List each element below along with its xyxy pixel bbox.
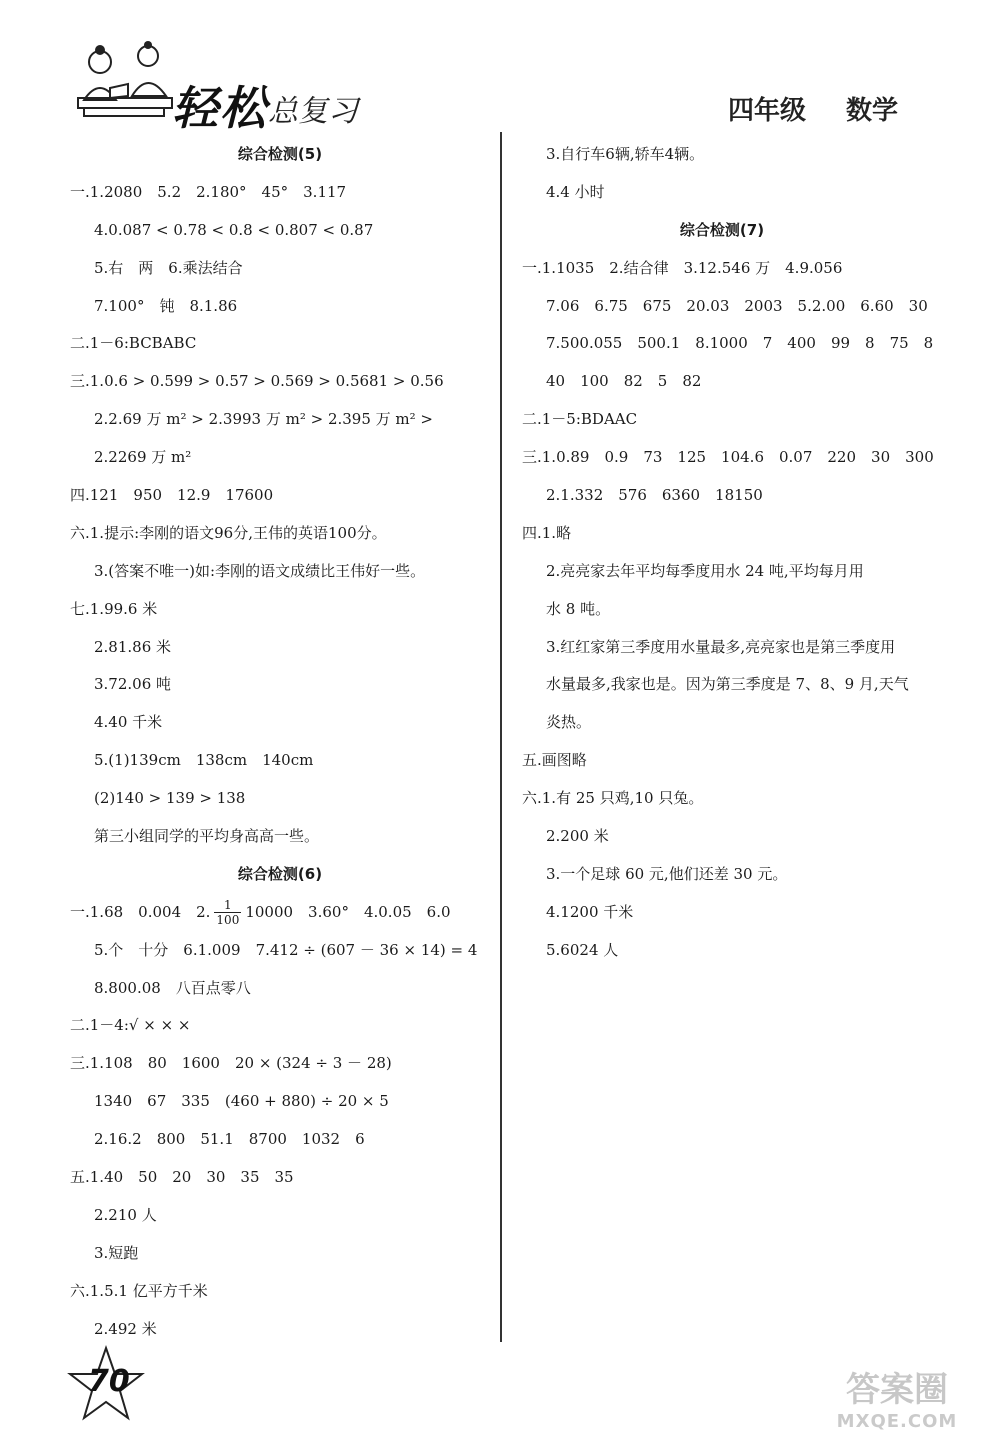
answer-line: 2.200 米 — [546, 827, 609, 846]
answer-line: 七.1.99.6 米 — [70, 599, 158, 618]
answer-line: 一.1.2080 5.2 2.180° 45° 3.117 — [70, 182, 347, 201]
answer-line: 二.1－4:√ × × × — [70, 1016, 191, 1035]
answer-line: 2.81.86 米 — [94, 637, 172, 656]
section-title: 综合检测(5) — [237, 145, 323, 163]
answer-line: 四.121 950 12.9 17600 — [70, 486, 274, 505]
answer-line: 5.(1)139cm 138cm 140cm — [94, 751, 314, 770]
fraction — [214, 898, 241, 927]
answer-line: 2.1.332 576 6360 18150 — [546, 486, 763, 505]
answer-text: 一.1.68 0.004 2. — [70, 902, 211, 921]
answer-line: 六.1.有 25 只鸡,10 只兔。 — [522, 789, 704, 808]
answer-line: 4.1200 千米 — [546, 902, 634, 921]
answer-line: 六.1.提示:李刚的语文96分,王伟的英语100分。 — [70, 523, 387, 542]
answer-line: 7.500.055 500.1 8.1000 7 400 99 8 75 8 — [546, 334, 934, 353]
answer-line: 炎热。 — [546, 713, 592, 732]
watermark-url: MXQE.COM — [836, 1411, 958, 1432]
answer-line: 三.1.0.6 > 0.599 > 0.57 > 0.569 > 0.5681 > 0.56 — [70, 372, 444, 391]
book-title-sub: 总复习 — [268, 94, 358, 129]
answer-line: 水量最多,我家也是。因为第三季度是 7、8、9 月,天气 — [546, 675, 909, 694]
answer-line: 3.(答案不唯一)如:李刚的语文成绩比王伟好一些。 — [94, 561, 426, 580]
answer-line: 3.短跑 — [94, 1243, 139, 1262]
answer-line: 一.1.1035 2.结合律 3.12.546 万 4.9.056 — [522, 258, 843, 277]
page-number: 70 — [88, 1364, 130, 1399]
answer-line: 二.1－6:BCBABC — [70, 334, 197, 353]
section-title: 综合检测(6) — [237, 864, 323, 883]
subject-label: 数学 — [846, 96, 899, 126]
answer-line: 水 8 吨。 — [546, 599, 611, 618]
answer-line: 2.2269 万 m² — [94, 448, 192, 467]
answer-line: 五.1.40 50 20 30 35 35 — [70, 1168, 294, 1187]
answer-line: 五.画图略 — [522, 751, 587, 770]
answer-line: 4.40 千米 — [94, 713, 163, 732]
answer-text: 10000 3.60° 4.0.05 6.0 — [245, 902, 451, 921]
fraction-numerator: 1 — [214, 898, 241, 913]
answer-line: 5.个 十分 6.1.009 7.412 ÷ (607 － 36 × 14) = 4 — [94, 940, 478, 959]
answer-line: 四.1.略 — [522, 523, 572, 542]
answer-line: 8.800.08 八百点零八 — [94, 978, 251, 997]
answer-line: 7.100° 钝 8.1.86 — [94, 296, 238, 315]
answer-line: 三.1.0.89 0.9 73 125 104.6 0.07 220 30 300 — [522, 448, 934, 467]
book-title-main: 轻松 — [172, 81, 268, 135]
section-title: 综合检测(7) — [679, 220, 765, 239]
answer-line: 2.16.2 800 51.1 8700 1032 6 — [94, 1130, 365, 1149]
answer-line: 7.06 6.75 675 20.03 2003 5.2.00 6.60 30 — [546, 296, 928, 315]
answer-line: 三.1.108 80 1600 20 × (324 ÷ 3 － 28) — [70, 1054, 392, 1073]
answer-line: 2.492 米 — [94, 1319, 157, 1338]
answer-line: 40 100 82 5 82 — [546, 372, 702, 391]
answer-line: 六.1.5.1 亿平方千米 — [70, 1281, 208, 1300]
grade-label: 四年级 — [728, 96, 807, 126]
answer-line: 2.210 人 — [94, 1205, 157, 1224]
answer-line: 1340 67 335 (460 + 880) ÷ 20 × 5 — [94, 1092, 389, 1111]
page-number-badge — [66, 1344, 146, 1424]
answer-line: 二.1－5:BDAAC — [522, 410, 638, 429]
watermark-logo-text: 答案圈 — [846, 1370, 948, 1410]
left-column — [70, 136, 490, 1349]
answer-line — [70, 894, 490, 932]
answer-line: 3.自行车6辆,轿车4辆。 — [546, 145, 705, 163]
answer-line: 2.2.69 万 m² > 2.3993 万 m² > 2.395 万 m² > — [94, 410, 434, 429]
children-reading-illustration — [70, 40, 180, 122]
answer-line: 5.6024 人 — [546, 940, 619, 959]
answer-line: 第三小组同学的平均身高高一些。 — [94, 827, 320, 846]
answer-line: 3.一个足球 60 元,他们还差 30 元。 — [546, 864, 788, 883]
page-header — [0, 0, 1000, 135]
column-divider — [500, 132, 502, 1342]
answer-line: 4.4 小时 — [546, 182, 605, 201]
answer-line: 3.72.06 吨 — [94, 675, 172, 694]
site-watermark — [812, 1362, 982, 1442]
answer-line: 4.0.087 < 0.78 < 0.8 < 0.807 < 0.87 — [94, 220, 374, 239]
right-column — [522, 136, 934, 970]
answer-line: 2.亮亮家去年平均每季度用水 24 吨,平均每月用 — [546, 561, 864, 580]
answer-line: (2)140 > 139 > 138 — [94, 789, 246, 808]
fraction-denominator: 100 — [216, 913, 240, 928]
answer-line: 5.右 两 6.乘法结合 — [94, 258, 243, 277]
answer-line: 3.红红家第三季度用水量最多,亮亮家也是第三季度用 — [546, 637, 896, 656]
